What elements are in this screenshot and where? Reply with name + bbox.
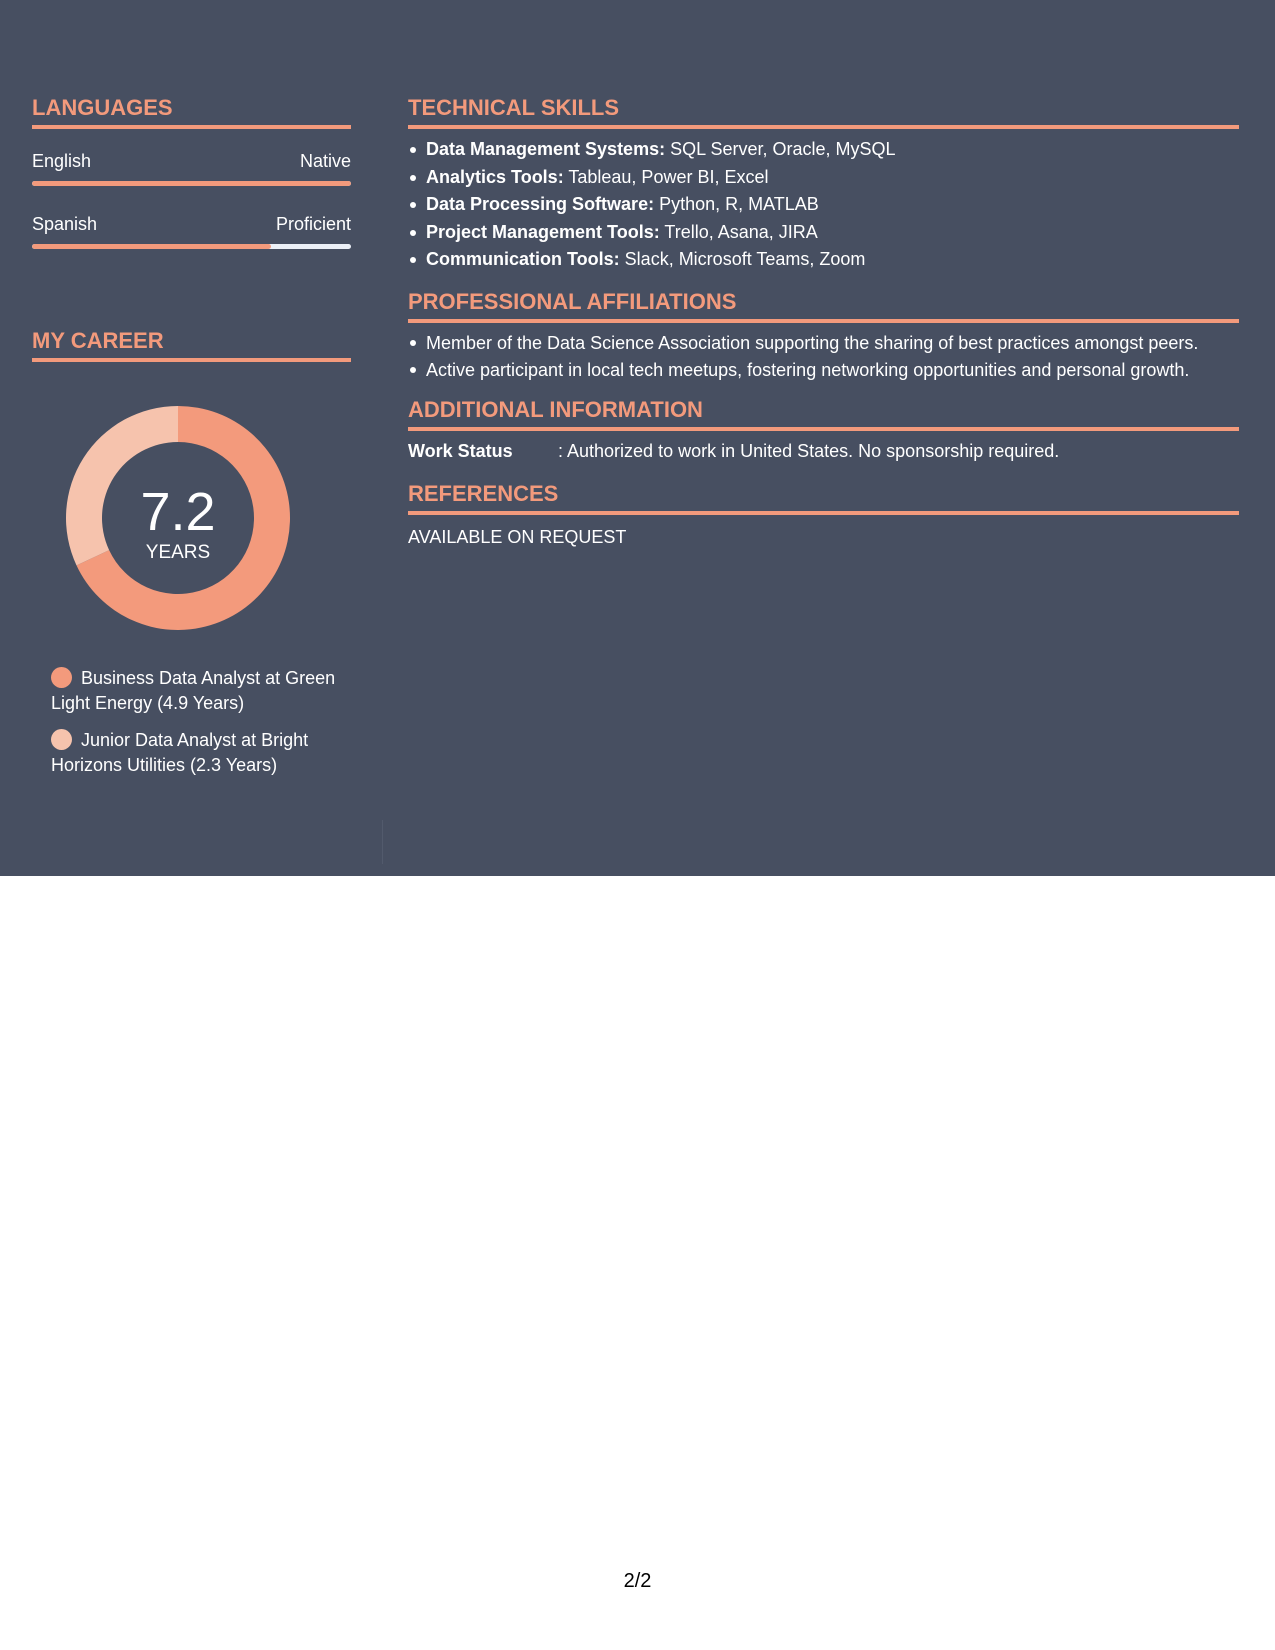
affiliations-list [408,331,1239,382]
legend-item [51,728,341,778]
page-number: 2/2 [623,1570,652,1592]
list-item [408,164,1239,192]
technical-skills-heading: TECHNICAL SKILLS [408,94,1239,129]
skill-values: Tableau, Power BI, Excel [563,166,769,187]
legend-dot [51,729,72,750]
language-name: English [32,151,92,171]
affiliations-heading: PROFESSIONAL AFFILIATIONS [408,288,1239,323]
affiliations-section [408,288,1239,382]
career-donut-chart [66,406,290,630]
career-legend [51,666,341,778]
work-status-row [408,440,1239,462]
additional-info-section [408,396,1239,462]
language-level: Native [299,151,351,171]
languages-heading: LANGUAGES [32,94,351,129]
work-status-label: Work Status [408,440,513,461]
language-level: Proficient [275,214,351,234]
right-column [408,94,1239,548]
legend-label: Junior Data Analyst at Bright Horizons Utilities (2.3 Years) [51,730,309,775]
legend-dot [51,667,72,688]
language-bar [32,244,351,249]
career-total: 7.2 [140,482,216,542]
career-section [32,327,351,778]
language-bar-fill [32,181,351,186]
list-item: Member of the Data Science Association supporting the sharing of best practices amongst peers. [408,331,1239,355]
skill-category: Data Management Systems: [426,139,666,159]
list-item: Active participant in local tech meetups, fostering networking opportunities and personal growth. [408,358,1239,382]
list-item [408,191,1239,219]
references-text: AVAILABLE ON REQUEST [408,526,627,547]
skill-category: Communication Tools: [426,249,620,269]
skill-values: Trello, Asana, JIRA [659,221,818,242]
career-heading: MY CAREER [32,327,351,362]
work-status-value: : Authorized to work in United States. No sponsorship required. [558,440,1060,461]
legend-item [51,666,341,716]
technical-skills-list [408,136,1239,274]
column-divider [382,820,383,864]
references-section [408,480,1239,548]
references-heading: REFERENCES [408,480,1239,515]
skill-category: Analytics Tools: [426,166,564,187]
language-item-spanish [32,213,351,249]
skill-values: SQL Server, Oracle, MySQL [665,139,896,159]
skill-category: Project Management Tools: [426,221,660,242]
language-item-english [32,150,351,186]
list-item [408,219,1239,247]
list-item [408,246,1239,274]
left-column [32,94,351,790]
language-bar [32,181,351,186]
career-unit: YEARS [145,542,211,563]
language-bar-fill [32,244,271,249]
skill-category: Data Processing Software: [426,194,655,214]
language-name: Spanish [32,214,98,234]
skill-values: Python, R, MATLAB [654,194,819,214]
legend-label: Business Data Analyst at Green Light Energy (4.9 Years) [51,668,336,713]
additional-info-heading: ADDITIONAL INFORMATION [408,396,1239,431]
list-item [408,136,1239,164]
skill-values: Slack, Microsoft Teams, Zoom [619,249,866,269]
